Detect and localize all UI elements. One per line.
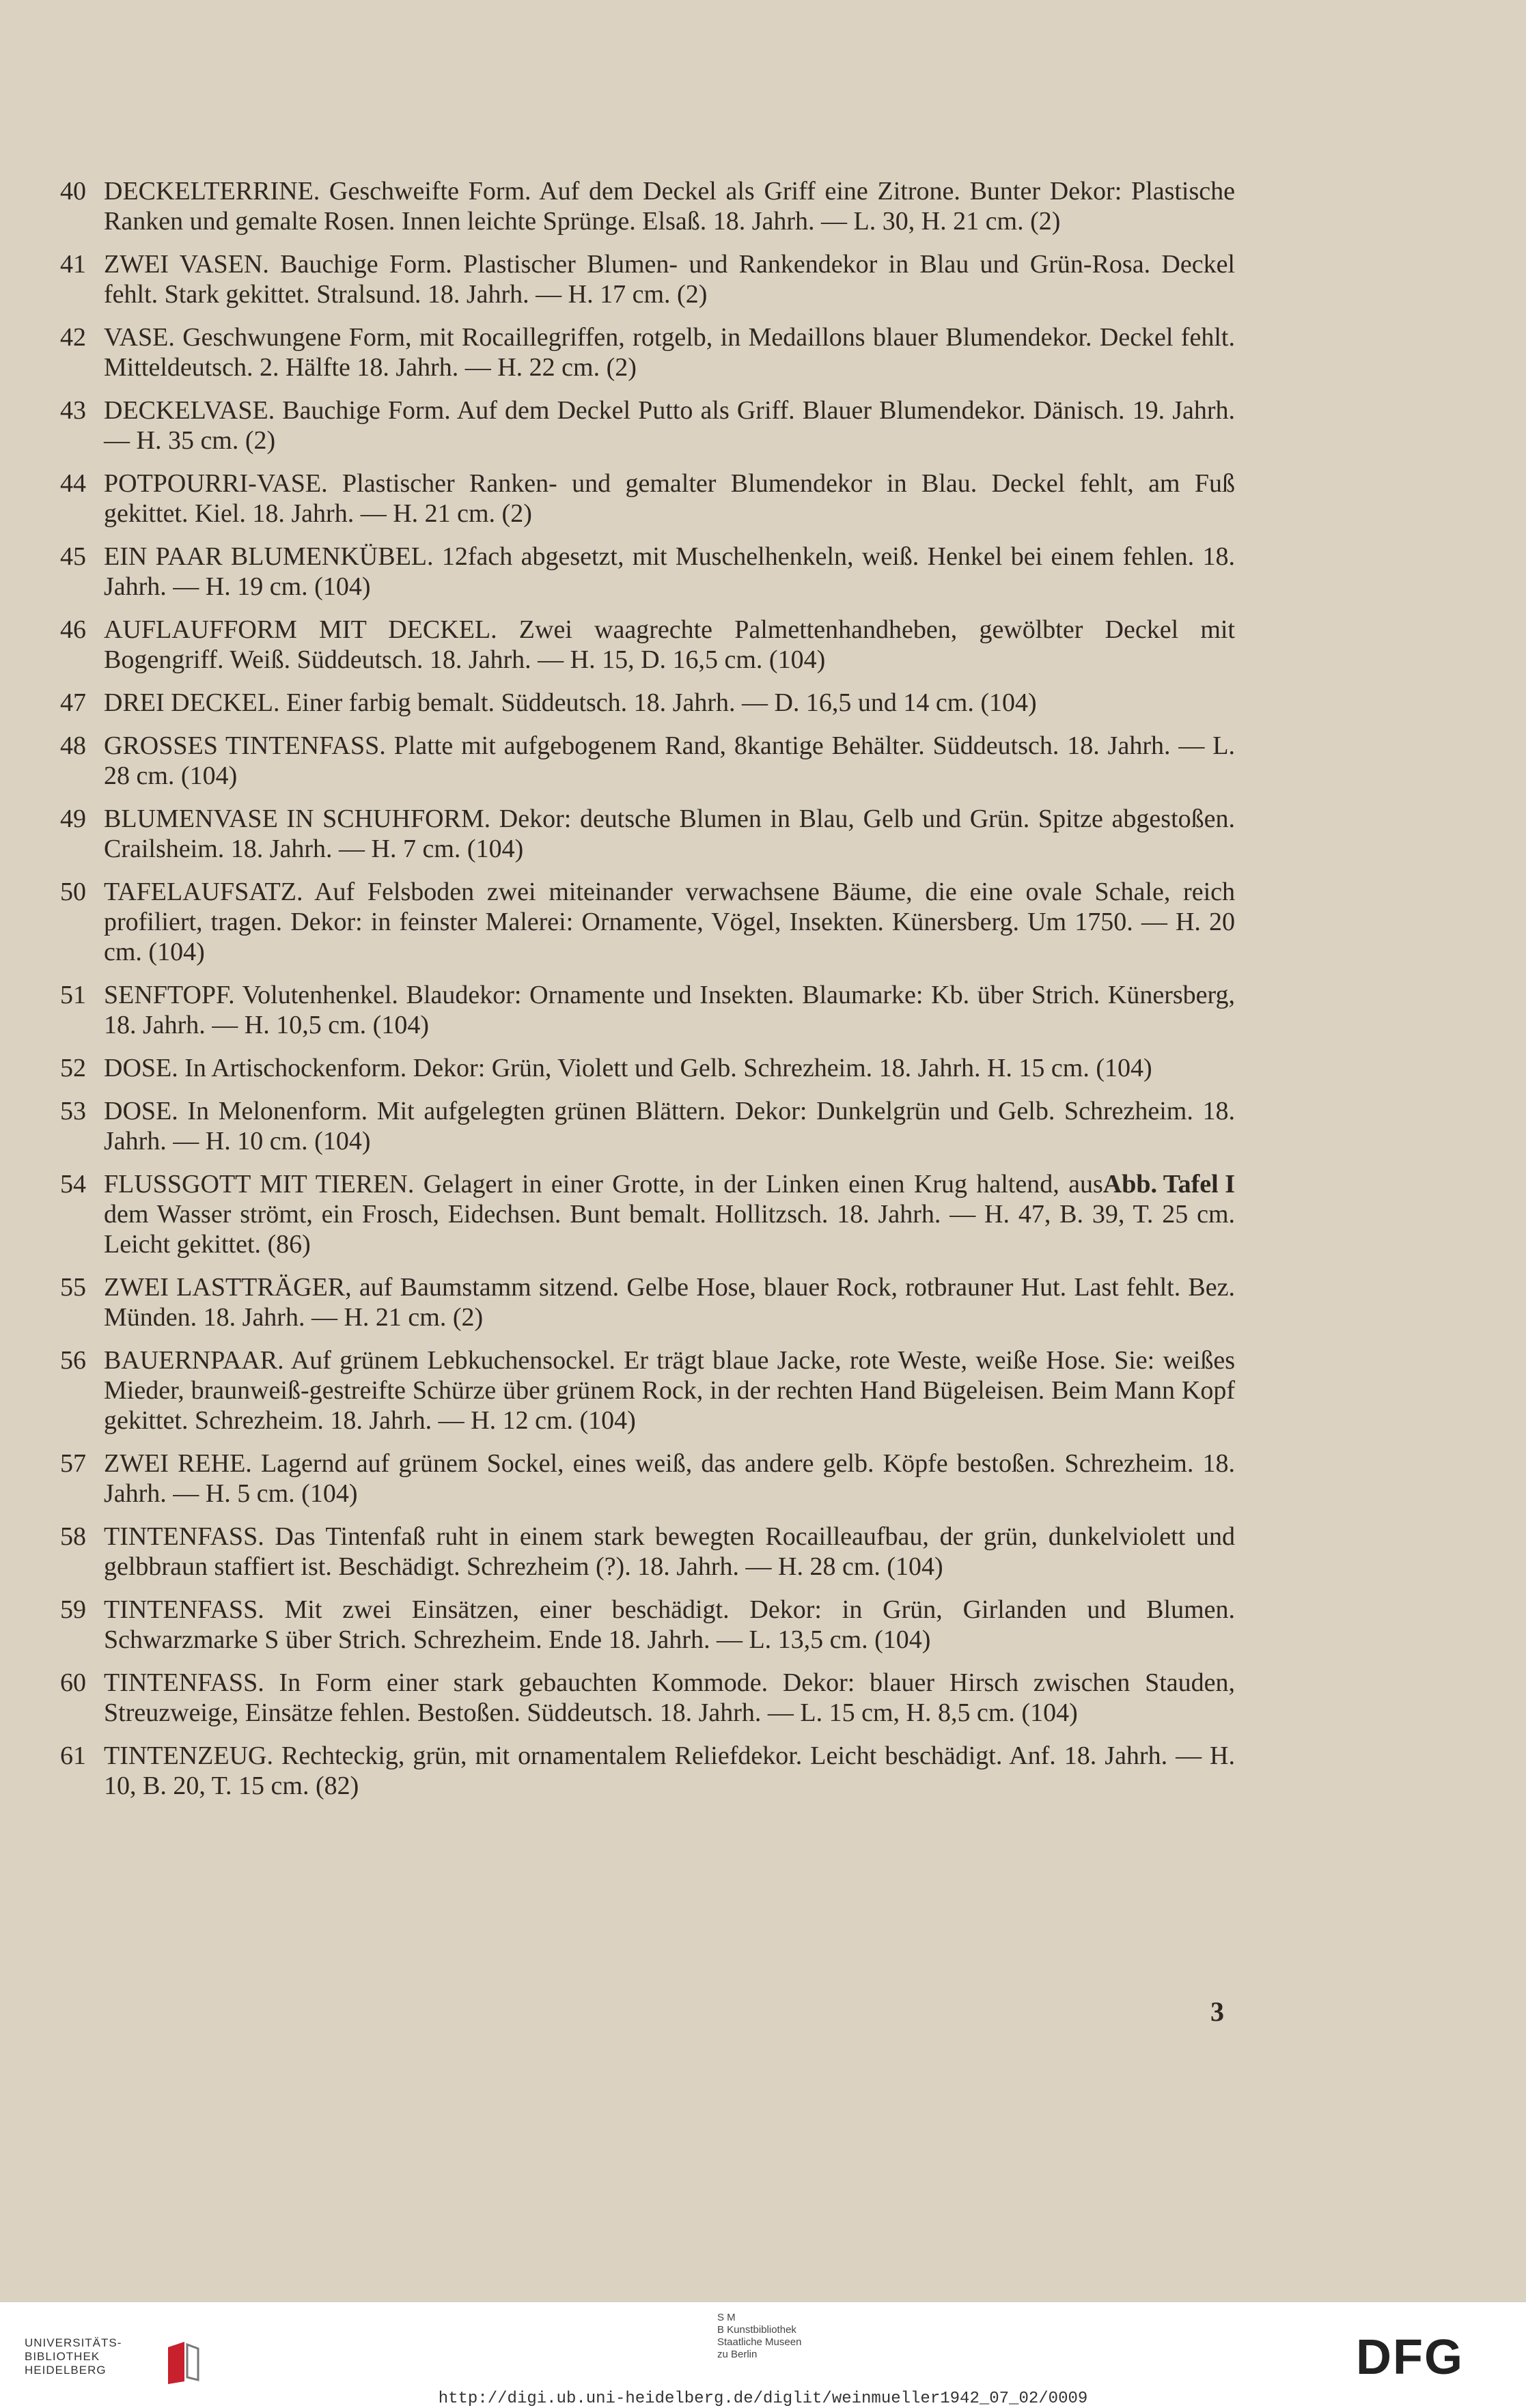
entry-description: FLUSSGOTT MIT TIEREN. Gelagert in einer Grotte, in der Linken einen Krug haltend, aus dem Wasser strömt, ein Frosch, Eidechsen. Bunt bemalt. Hollitzsch. 18. Jahrh. — H. 47, B. 39, T. 25 cm. Leicht gekittet. (86) — [104, 1170, 1235, 1259]
entry-number: 56 — [60, 1346, 86, 1375]
entry-text-block — [104, 980, 1235, 1040]
catalog-entry — [60, 1448, 1235, 1509]
entry-number: 48 — [60, 731, 86, 760]
entry-description: TINTENFASS. Mit zwei Einsätzen, einer beschädigt. Dekor: in Grün, Girlanden und Blumen. Schwarzmarke S über Strich. Schrezheim. Ende 18. Jahrh. — L. 13,5 cm. (104) — [104, 1595, 1235, 1654]
entry-description: ZWEI REHE. Lagernd auf grünem Sockel, eines weiß, das andere gelb. Köpfe bestoßen. Schrezheim. 18. Jahrh. — H. 5 cm. (104) — [104, 1449, 1235, 1508]
entry-text-block — [104, 1345, 1235, 1436]
catalog-entry — [60, 688, 1235, 718]
entry-description: GROSSES TINTENFASS. Platte mit aufgebogenem Rand, 8kantige Behälter. Süddeutsch. 18. Jahrh. — L. 28 cm. (104) — [104, 731, 1235, 790]
catalog-entry — [60, 1272, 1235, 1332]
entry-number: 49 — [60, 804, 86, 833]
entry-number: 41 — [60, 250, 86, 279]
entry-text-block — [104, 804, 1235, 864]
logo-line-3: HEIDELBERG — [25, 2364, 107, 2377]
catalog-entry — [60, 542, 1235, 602]
entry-description: ZWEI VASEN. Bauchige Form. Plastischer Blumen- und Rankendekor in Blau und Grün-Rosa. Deckel fehlt. Stark gekittet. Stralsund. 18. Jahrh. — H. 17 cm. (2) — [104, 250, 1235, 309]
kb-line-3: Staatliche Museen — [717, 2336, 802, 2348]
catalog-entry — [60, 176, 1235, 236]
entry-description: DOSE. In Artischockenform. Dekor: Grün, Violett und Gelb. Schrezheim. 18. Jahrh. H. 15 cm. (104) — [104, 1054, 1152, 1082]
entry-text-block — [104, 468, 1235, 529]
entry-description: EIN PAAR BLUMENKÜBEL. 12fach abgesetzt, mit Muschelhenkeln, weiß. Henkel bei einem fehlen. 18. Jahrh. — H. 19 cm. (104) — [104, 542, 1235, 601]
entry-description: DOSE. In Melonenform. Mit aufgelegten grünen Blättern. Dekor: Dunkelgrün und Gelb. Schrezheim. 18. Jahrh. — H. 10 cm. (104) — [104, 1097, 1235, 1156]
logo-line-2: BIBLIOTHEK — [25, 2350, 100, 2363]
entry-number: 54 — [60, 1170, 86, 1199]
entry-description: TINTENFASS. In Form einer stark gebauchten Kommode. Dekor: blauer Hirsch zwischen Stauden, Streuzweige, Einsätze fehlen. Bestoßen. Süddeutsch. 18. Jahrh. — L. 15 cm, H. 8,5 cm. (104) — [104, 1668, 1235, 1727]
entry-number: 51 — [60, 981, 86, 1009]
catalog-entry — [60, 1595, 1235, 1655]
catalog-entry — [60, 615, 1235, 675]
entry-number: 59 — [60, 1595, 86, 1624]
entry-text-block — [104, 1096, 1235, 1156]
entry-text-block — [104, 1522, 1235, 1582]
entry-description: VASE. Geschwungene Form, mit Rocaillegriffen, rotgelb, in Medaillons blauer Blumendekor. Deckel fehlt. Mitteldeutsch. 2. Hälfte 18. Jahrh. — H. 22 cm. (2) — [104, 323, 1235, 382]
catalog-entry — [60, 468, 1235, 529]
entry-description: BLUMENVASE IN SCHUHFORM. Dekor: deutsche Blumen in Blau, Gelb und Grün. Spitze abgestoßen. Crailsheim. 18. Jahrh. — H. 7 cm. (104) — [104, 804, 1235, 863]
entry-description: POTPOURRI-VASE. Plastischer Ranken- und gemalter Blumendekor in Blau. Deckel fehlt, am Fuß gekittet. Kiel. 18. Jahrh. — H. 21 cm. (2) — [104, 469, 1235, 528]
kb-line-1: S M — [717, 2312, 736, 2323]
catalog-entry — [60, 249, 1235, 309]
kb-line-4: zu Berlin — [717, 2349, 758, 2360]
catalog-entry — [60, 1169, 1235, 1259]
library-emblem-icon — [161, 2339, 202, 2387]
catalog-entry — [60, 1096, 1235, 1156]
illustration-reference: Abb. Tafel I — [1102, 1170, 1235, 1199]
entry-number: 58 — [60, 1522, 86, 1551]
entry-text-block — [104, 542, 1235, 602]
entry-description: TINTENFASS. Das Tintenfaß ruht in einem stark bewegten Rocailleaufbau, der grün, dunkelviolett und gelbbraun staffiert ist. Beschädigt. Schrezheim (?). 18. Jahrh. — H. 28 cm. (104) — [104, 1522, 1235, 1581]
entry-description: AUFLAUFFORM MIT DECKEL. Zwei waagrechte Palmettenhandheben, gewölbter Deckel mit Bogengriff. Weiß. Süddeutsch. 18. Jahrh. — H. 15, D. 16,5 cm. (104) — [104, 615, 1235, 674]
ub-heidelberg-logo[interactable] — [25, 2336, 202, 2391]
catalog-entry — [60, 731, 1235, 791]
entry-text-block — [104, 1169, 1235, 1259]
kb-line-2: B Kunstbibliothek — [717, 2324, 796, 2336]
logo-line-1: UNIVERSITÄTS- — [25, 2336, 122, 2349]
catalog-entry — [60, 1522, 1235, 1582]
entry-text-block — [104, 176, 1235, 236]
catalog-entry — [60, 980, 1235, 1040]
footer-bar — [0, 2301, 1526, 2408]
entry-number: 44 — [60, 469, 86, 498]
catalog-entry — [60, 322, 1235, 382]
entry-number: 42 — [60, 323, 86, 352]
permalink-url[interactable]: http://digi.ub.uni-heidelberg.de/diglit/weinmueller1942_07_02/0009 — [438, 2390, 1088, 2408]
entry-text-block — [104, 1741, 1235, 1801]
entry-text-block — [104, 688, 1235, 718]
entry-text-block — [104, 731, 1235, 791]
entry-number: 60 — [60, 1668, 86, 1697]
entry-number: 46 — [60, 615, 86, 644]
entry-text-block — [104, 1448, 1235, 1509]
entry-text-block — [104, 322, 1235, 382]
catalog-entry — [60, 395, 1235, 456]
catalog-entries — [60, 176, 1235, 1814]
entry-description: TAFELAUFSATZ. Auf Felsboden zwei miteinander verwachsene Bäume, die eine ovale Schale, reich profiliert, tragen. Dekor: in feinster Malerei: Ornamente, Vögel, Insekten. Künersberg. Um 1750. — H. 20 cm. (104) — [104, 878, 1235, 966]
entry-number: 47 — [60, 688, 86, 717]
entry-text-block — [104, 615, 1235, 675]
entry-number: 53 — [60, 1097, 86, 1125]
dfg-logo[interactable]: DFG — [1356, 2330, 1464, 2385]
page-number: 3 — [1210, 1996, 1224, 2027]
entry-number: 57 — [60, 1449, 86, 1478]
entry-number: 45 — [60, 542, 86, 571]
catalog-entry — [60, 1053, 1235, 1083]
entry-description: DREI DECKEL. Einer farbig bemalt. Süddeutsch. 18. Jahrh. — D. 16,5 und 14 cm. (104) — [104, 688, 1037, 717]
entry-description: BAUERNPAAR. Auf grünem Lebkuchensockel. Er trägt blaue Jacke, rote Weste, weiße Hose. Sie: weißes Mieder, braunweiß-gestreifte Schürze über grünem Rock, in der rechten Hand Bügeleisen. Beim Mann Kopf gekittet. Schrezheim. 18. Jahrh. — H. 12 cm. (104) — [104, 1346, 1235, 1435]
catalog-entry — [60, 877, 1235, 967]
catalog-entry — [60, 1345, 1235, 1436]
entry-text-block — [104, 1272, 1235, 1332]
entry-text-block — [104, 249, 1235, 309]
entry-description: TINTENZEUG. Rechteckig, grün, mit ornamentalem Reliefdekor. Leicht beschädigt. Anf. 18. Jahrh. — H. 10, B. 20, T. 15 cm. (82) — [104, 1741, 1235, 1800]
entry-text-block — [104, 877, 1235, 967]
entry-description: ZWEI LASTTRÄGER, auf Baumstamm sitzend. Gelbe Hose, blauer Rock, rotbrauner Hut. Last fehlt. Bez. Münden. 18. Jahrh. — H. 21 cm. (2) — [104, 1273, 1235, 1332]
catalog-entry — [60, 1741, 1235, 1801]
entry-text-block — [104, 1595, 1235, 1655]
entry-description: DECKELVASE. Bauchige Form. Auf dem Deckel Putto als Griff. Blauer Blumendekor. Dänisch. 19. Jahrh. — H. 35 cm. (2) — [104, 396, 1235, 455]
entry-number: 61 — [60, 1741, 86, 1770]
kunstbibliothek-logo[interactable] — [717, 2312, 801, 2361]
entry-number: 40 — [60, 177, 86, 206]
entry-number: 43 — [60, 396, 86, 425]
catalog-entry — [60, 1668, 1235, 1728]
entry-number: 50 — [60, 878, 86, 906]
entry-description: DECKELTERRINE. Geschweifte Form. Auf dem Deckel als Griff eine Zitrone. Bunter Dekor: Plastische Ranken und gemalte Rosen. Innen leichte Sprünge. Elsaß. 18. Jahrh. — L. 30, H. 21 cm. (2) — [104, 177, 1235, 236]
catalog-entry — [60, 804, 1235, 864]
entry-number: 55 — [60, 1273, 86, 1302]
entry-text-block — [104, 395, 1235, 456]
entry-text-block — [104, 1668, 1235, 1728]
entry-text-block — [104, 1053, 1235, 1083]
entry-number: 52 — [60, 1054, 86, 1082]
entry-description: SENFTOPF. Volutenhenkel. Blaudekor: Ornamente und Insekten. Blaumarke: Kb. über Strich. Künersberg, 18. Jahrh. — H. 10,5 cm. (104) — [104, 981, 1235, 1039]
